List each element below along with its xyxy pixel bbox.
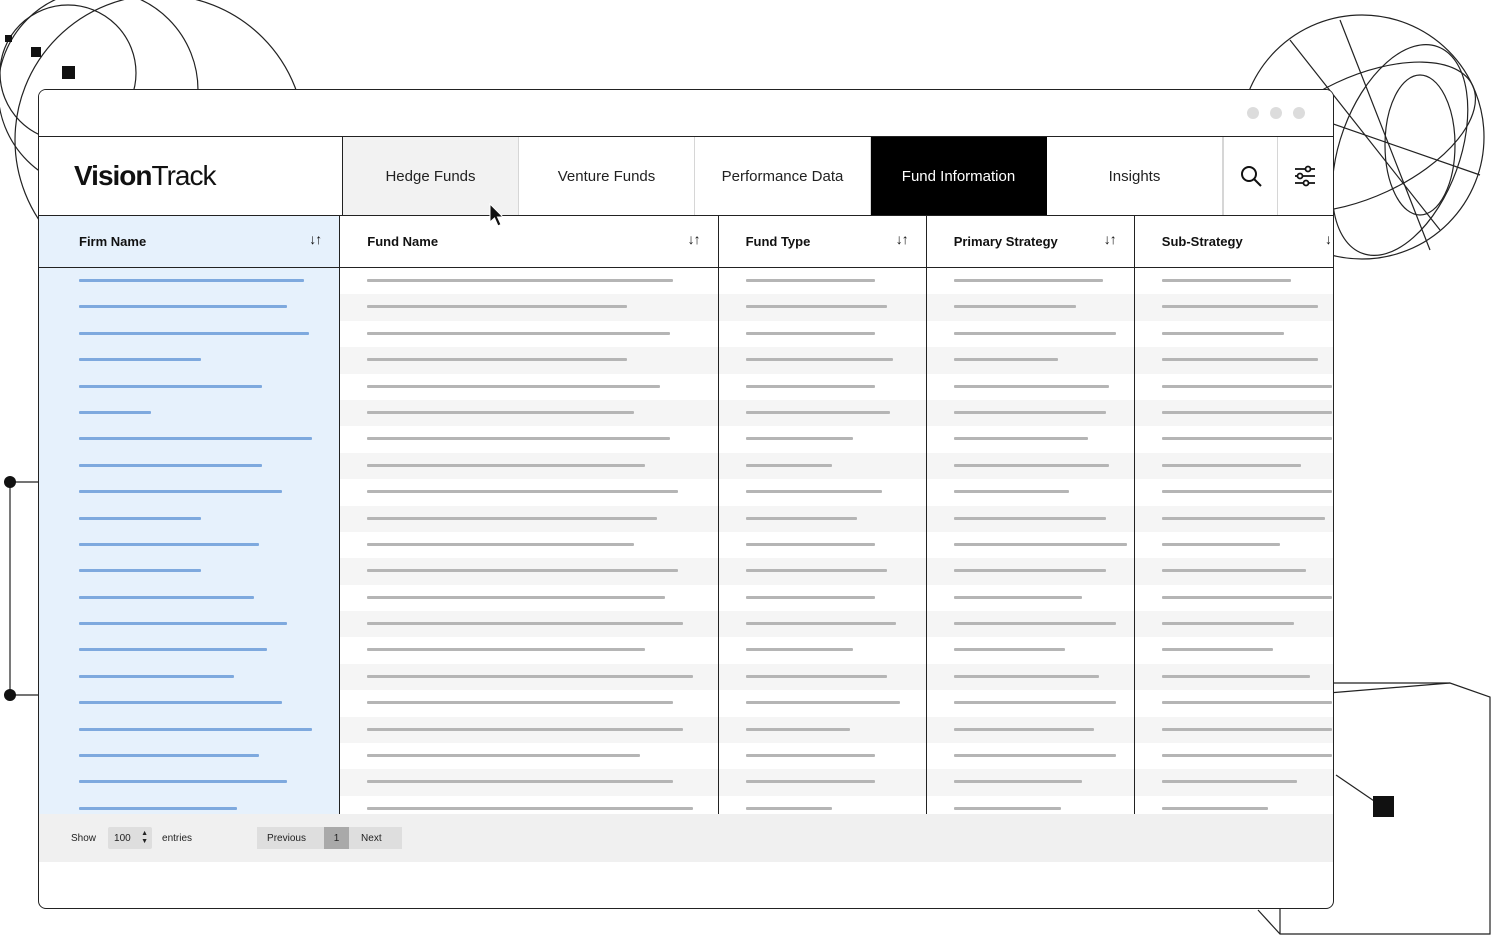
- redacted-text-placeholder: [79, 675, 234, 678]
- column-header-fund-name[interactable]: [340, 216, 718, 267]
- table-cell: [719, 374, 927, 400]
- table-cell: [340, 743, 718, 769]
- table-row[interactable]: [39, 400, 1333, 426]
- redacted-text-placeholder: [79, 358, 201, 361]
- redacted-text-placeholder: [79, 279, 304, 282]
- redacted-text-placeholder: [954, 807, 1061, 810]
- table-cell: [340, 769, 718, 795]
- table-row[interactable]: [39, 690, 1333, 716]
- sort-arrows-icon[interactable]: ↓↑: [1103, 231, 1116, 247]
- table-cell: [927, 400, 1135, 426]
- tab-insights[interactable]: Insights: [1047, 137, 1223, 215]
- redacted-text-placeholder: [746, 701, 900, 704]
- redacted-text-placeholder: [367, 411, 634, 414]
- redacted-text-placeholder: [79, 807, 237, 810]
- table-row[interactable]: [39, 506, 1333, 532]
- table-cell[interactable]: [39, 637, 340, 663]
- table-cell: [719, 558, 927, 584]
- table-cell: [340, 453, 718, 479]
- table-cell: [927, 268, 1135, 294]
- redacted-text-placeholder: [367, 675, 693, 678]
- redacted-text-placeholder: [746, 385, 875, 388]
- table-cell: [719, 453, 927, 479]
- redacted-text-placeholder: [954, 780, 1082, 783]
- table-cell: [719, 400, 927, 426]
- table-cell: [1135, 453, 1333, 479]
- entries-per-page-select[interactable]: [108, 827, 152, 849]
- redacted-text-placeholder: [1162, 437, 1332, 440]
- brand-name-light: Track: [151, 160, 216, 191]
- table-cell: [927, 532, 1135, 558]
- redacted-text-placeholder: [954, 279, 1103, 282]
- table-cell: [1135, 321, 1333, 347]
- window-control-dot[interactable]: [1247, 107, 1259, 119]
- table-header: [39, 216, 1333, 268]
- table-cell: [719, 294, 927, 320]
- table-cell: [719, 611, 927, 637]
- redacted-text-placeholder: [1162, 807, 1268, 810]
- table-cell[interactable]: [39, 479, 340, 505]
- redacted-text-placeholder: [746, 437, 853, 440]
- table-footer: [39, 814, 1333, 862]
- table-cell[interactable]: [39, 347, 340, 373]
- table-cell[interactable]: [39, 532, 340, 558]
- redacted-text-placeholder: [367, 543, 634, 546]
- redacted-text-placeholder: [367, 701, 673, 704]
- page-number-button[interactable]: 1: [324, 827, 349, 849]
- table-cell[interactable]: [39, 294, 340, 320]
- redacted-text-placeholder: [79, 464, 262, 467]
- table-cell: [719, 717, 927, 743]
- table-cell: [719, 506, 927, 532]
- redacted-text-placeholder: [1162, 411, 1332, 414]
- table-cell: [927, 585, 1135, 611]
- tab-fund-information[interactable]: Fund Information: [871, 137, 1047, 215]
- redacted-text-placeholder: [746, 807, 832, 810]
- table-cell: [340, 585, 718, 611]
- table-cell: [1135, 347, 1333, 373]
- redacted-text-placeholder: [367, 332, 670, 335]
- redacted-text-placeholder: [1162, 305, 1318, 308]
- column-label: Primary Strategy: [953, 234, 1058, 249]
- table-cell: [340, 479, 718, 505]
- redacted-text-placeholder: [746, 411, 890, 414]
- redacted-text-placeholder: [954, 517, 1106, 520]
- redacted-text-placeholder: [746, 517, 857, 520]
- redacted-text-placeholder: [954, 701, 1116, 704]
- redacted-text-placeholder: [1162, 490, 1332, 493]
- tab-performance-data[interactable]: Performance Data: [695, 137, 871, 215]
- table-cell[interactable]: [39, 374, 340, 400]
- column-label: Sub-Strategy: [1161, 234, 1243, 249]
- redacted-text-placeholder: [367, 358, 627, 361]
- redacted-text-placeholder: [79, 332, 309, 335]
- redacted-text-placeholder: [79, 622, 287, 625]
- next-page-button[interactable]: Next: [349, 827, 402, 849]
- redacted-text-placeholder: [746, 569, 887, 572]
- redacted-text-placeholder: [746, 279, 875, 282]
- redacted-text-placeholder: [79, 543, 259, 546]
- redacted-text-placeholder: [367, 728, 683, 731]
- redacted-text-placeholder: [746, 780, 875, 783]
- table-cell: [340, 268, 718, 294]
- redacted-text-placeholder: [1162, 648, 1273, 651]
- redacted-text-placeholder: [746, 464, 832, 467]
- table-cell[interactable]: [39, 400, 340, 426]
- redacted-text-placeholder: [367, 596, 665, 599]
- redacted-text-placeholder: [367, 780, 673, 783]
- table-cell: [1135, 294, 1333, 320]
- table-cell: [1135, 426, 1333, 452]
- table-row[interactable]: [39, 532, 1333, 558]
- redacted-text-placeholder: [954, 332, 1116, 335]
- table-cell: [927, 769, 1135, 795]
- redacted-text-placeholder: [1162, 517, 1325, 520]
- table-row[interactable]: [39, 717, 1333, 743]
- redacted-text-placeholder: [79, 569, 201, 572]
- redacted-text-placeholder: [367, 305, 627, 308]
- table-cell: [927, 347, 1135, 373]
- redacted-text-placeholder: [954, 358, 1058, 361]
- table-cell: [719, 585, 927, 611]
- redacted-text-placeholder: [79, 754, 259, 757]
- table-cell: [340, 294, 718, 320]
- table-cell: [719, 321, 927, 347]
- table-row[interactable]: [39, 268, 1333, 294]
- redacted-text-placeholder: [746, 596, 875, 599]
- table-cell: [1135, 374, 1333, 400]
- table-cell: [927, 321, 1135, 347]
- table-cell: [927, 717, 1135, 743]
- table-cell[interactable]: [39, 506, 340, 532]
- column-label: Firm Name: [79, 234, 147, 249]
- redacted-text-placeholder: [954, 596, 1082, 599]
- search-icon: [1239, 164, 1263, 188]
- redacted-text-placeholder: [954, 305, 1076, 308]
- table-cell: [1135, 506, 1333, 532]
- redacted-text-placeholder: [1162, 728, 1332, 731]
- table-cell: [340, 690, 718, 716]
- table-cell: [927, 294, 1135, 320]
- table-cell: [1135, 479, 1333, 505]
- table-cell: [1135, 585, 1333, 611]
- window-control-dot[interactable]: [1293, 107, 1305, 119]
- table-cell: [340, 717, 718, 743]
- redacted-text-placeholder: [954, 385, 1109, 388]
- table-cell: [1135, 400, 1333, 426]
- column-header-sub-strategy[interactable]: [1135, 216, 1333, 267]
- table-cell[interactable]: [39, 743, 340, 769]
- table-cell: [927, 426, 1135, 452]
- title-bar: [39, 90, 1333, 137]
- redacted-text-placeholder: [1162, 622, 1294, 625]
- brand-logo[interactable]: [39, 137, 343, 215]
- redacted-text-placeholder: [954, 543, 1127, 546]
- redacted-text-placeholder: [746, 332, 875, 335]
- redacted-text-placeholder: [746, 358, 893, 361]
- table-cell: [719, 664, 927, 690]
- redacted-text-placeholder: [746, 305, 887, 308]
- table-row[interactable]: [39, 426, 1333, 452]
- table-cell: [719, 769, 927, 795]
- redacted-text-placeholder: [79, 411, 151, 414]
- table-cell: [927, 479, 1135, 505]
- redacted-text-placeholder: [954, 675, 1099, 678]
- redacted-text-placeholder: [746, 728, 850, 731]
- table-cell: [719, 690, 927, 716]
- redacted-text-placeholder: [1162, 543, 1280, 546]
- table-row[interactable]: [39, 558, 1333, 584]
- table-row[interactable]: [39, 769, 1333, 795]
- redacted-text-placeholder: [746, 754, 875, 757]
- table-cell: [1135, 769, 1333, 795]
- redacted-text-placeholder: [367, 569, 678, 572]
- previous-page-button[interactable]: Previous: [257, 827, 324, 849]
- redacted-text-placeholder: [1162, 675, 1310, 678]
- table-row[interactable]: [39, 321, 1333, 347]
- table-cell: [719, 268, 927, 294]
- show-label: Show: [71, 832, 97, 844]
- mouse-cursor-icon: [489, 203, 505, 229]
- entries-label: entries: [162, 832, 193, 844]
- table-cell[interactable]: [39, 558, 340, 584]
- table-cell: [1135, 268, 1333, 294]
- filter-sliders-icon: [1293, 164, 1317, 188]
- window-controls: [1247, 107, 1305, 119]
- table-cell[interactable]: [39, 690, 340, 716]
- filter-button[interactable]: [1277, 137, 1331, 215]
- table-row[interactable]: [39, 611, 1333, 637]
- sort-arrows-icon[interactable]: ↓↑: [687, 231, 700, 247]
- redacted-text-placeholder: [954, 648, 1065, 651]
- table-cell: [1135, 717, 1333, 743]
- redacted-text-placeholder: [79, 648, 267, 651]
- redacted-text-placeholder: [1162, 464, 1301, 467]
- sort-arrows-icon[interactable]: ↓: [1325, 231, 1331, 247]
- table-cell: [719, 426, 927, 452]
- redacted-text-placeholder: [746, 675, 887, 678]
- table-cell: [1135, 532, 1333, 558]
- redacted-text-placeholder: [367, 490, 678, 493]
- table-cell[interactable]: [39, 664, 340, 690]
- redacted-text-placeholder: [79, 490, 282, 493]
- top-navigation: [39, 137, 1333, 216]
- table-cell: [927, 637, 1135, 663]
- table-cell: [719, 347, 927, 373]
- redacted-text-placeholder: [954, 411, 1106, 414]
- redacted-text-placeholder: [367, 464, 645, 467]
- redacted-text-placeholder: [79, 437, 312, 440]
- table-cell: [1135, 611, 1333, 637]
- redacted-text-placeholder: [746, 490, 882, 493]
- sort-arrows-icon[interactable]: ↓↑: [895, 231, 908, 247]
- redacted-text-placeholder: [1162, 385, 1332, 388]
- table-cell[interactable]: [39, 611, 340, 637]
- table-cell: [719, 532, 927, 558]
- table-row[interactable]: [39, 664, 1333, 690]
- redacted-text-placeholder: [954, 490, 1069, 493]
- table-cell: [340, 664, 718, 690]
- table-row[interactable]: [39, 347, 1333, 373]
- redacted-text-placeholder: [1162, 569, 1306, 572]
- table-cell: [340, 637, 718, 663]
- redacted-text-placeholder: [79, 728, 312, 731]
- tab-venture-funds[interactable]: Venture Funds: [519, 137, 695, 215]
- redacted-text-placeholder: [367, 622, 683, 625]
- brand-name-bold: Vision: [74, 160, 152, 191]
- redacted-text-placeholder: [954, 728, 1094, 731]
- table-row[interactable]: [39, 479, 1333, 505]
- table-row[interactable]: [39, 585, 1333, 611]
- table-cell[interactable]: [39, 585, 340, 611]
- redacted-text-placeholder: [954, 464, 1109, 467]
- entries-value: 100: [114, 832, 131, 844]
- redacted-text-placeholder: [79, 385, 262, 388]
- table-cell: [340, 400, 718, 426]
- redacted-text-placeholder: [79, 305, 287, 308]
- redacted-text-placeholder: [367, 385, 660, 388]
- table-cell[interactable]: [39, 453, 340, 479]
- redacted-text-placeholder: [79, 701, 282, 704]
- redacted-text-placeholder: [367, 517, 657, 520]
- table-cell: [927, 664, 1135, 690]
- redacted-text-placeholder: [746, 622, 896, 625]
- table-cell: [340, 611, 718, 637]
- table-cell: [927, 611, 1135, 637]
- tab-hedge-funds[interactable]: Hedge Funds: [343, 137, 519, 215]
- redacted-text-placeholder: [746, 543, 875, 546]
- table-cell: [340, 426, 718, 452]
- redacted-text-placeholder: [1162, 279, 1291, 282]
- stepper-arrows-icon: ▲ ▼: [141, 830, 149, 845]
- column-header-primary-strategy[interactable]: [927, 216, 1135, 267]
- table-cell: [340, 347, 718, 373]
- table-cell: [1135, 664, 1333, 690]
- redacted-text-placeholder: [367, 648, 645, 651]
- redacted-text-placeholder: [954, 754, 1116, 757]
- table-cell[interactable]: [39, 321, 340, 347]
- sort-arrows-icon[interactable]: ↓↑: [309, 231, 322, 247]
- app-window: [38, 89, 1334, 909]
- table-cell: [1135, 558, 1333, 584]
- table-cell: [340, 532, 718, 558]
- table-cell: [1135, 743, 1333, 769]
- redacted-text-placeholder: [1162, 701, 1332, 704]
- table-cell: [1135, 637, 1333, 663]
- redacted-text-placeholder: [1162, 332, 1284, 335]
- fund-table: [39, 216, 1333, 862]
- redacted-text-placeholder: [954, 569, 1106, 572]
- table-cell[interactable]: [39, 717, 340, 743]
- redacted-text-placeholder: [1162, 780, 1297, 783]
- column-label: Fund Type: [745, 234, 811, 249]
- column-header-fund-type[interactable]: [719, 216, 927, 267]
- table-cell: [1135, 690, 1333, 716]
- table-row[interactable]: [39, 637, 1333, 663]
- table-cell: [719, 637, 927, 663]
- redacted-text-placeholder: [954, 622, 1116, 625]
- redacted-text-placeholder: [367, 437, 670, 440]
- column-label: Fund Name: [367, 234, 439, 249]
- search-button[interactable]: [1223, 137, 1277, 215]
- table-row[interactable]: [39, 453, 1333, 479]
- table-body: [39, 268, 1333, 862]
- redacted-text-placeholder: [1162, 358, 1318, 361]
- table-cell: [927, 690, 1135, 716]
- table-cell: [340, 506, 718, 532]
- window-control-dot[interactable]: [1270, 107, 1282, 119]
- table-row[interactable]: [39, 743, 1333, 769]
- table-cell: [927, 453, 1135, 479]
- table-cell[interactable]: [39, 268, 340, 294]
- redacted-text-placeholder: [367, 754, 640, 757]
- redacted-text-placeholder: [954, 437, 1088, 440]
- redacted-text-placeholder: [79, 517, 201, 520]
- pagination: [257, 827, 402, 849]
- redacted-text-placeholder: [79, 596, 254, 599]
- table-cell: [927, 374, 1135, 400]
- table-cell: [927, 506, 1135, 532]
- table-cell: [927, 743, 1135, 769]
- redacted-text-placeholder: [1162, 754, 1332, 757]
- redacted-text-placeholder: [79, 780, 287, 783]
- table-cell: [927, 558, 1135, 584]
- column-header-firm-name[interactable]: [39, 216, 340, 267]
- table-row[interactable]: [39, 374, 1333, 400]
- table-cell[interactable]: [39, 769, 340, 795]
- redacted-text-placeholder: [367, 807, 693, 810]
- table-cell: [340, 321, 718, 347]
- redacted-text-placeholder: [1162, 596, 1332, 599]
- table-cell: [340, 558, 718, 584]
- table-cell: [719, 743, 927, 769]
- table-cell: [340, 374, 718, 400]
- table-row[interactable]: [39, 294, 1333, 320]
- table-cell[interactable]: [39, 426, 340, 452]
- redacted-text-placeholder: [367, 279, 673, 282]
- table-cell: [719, 479, 927, 505]
- redacted-text-placeholder: [746, 648, 853, 651]
